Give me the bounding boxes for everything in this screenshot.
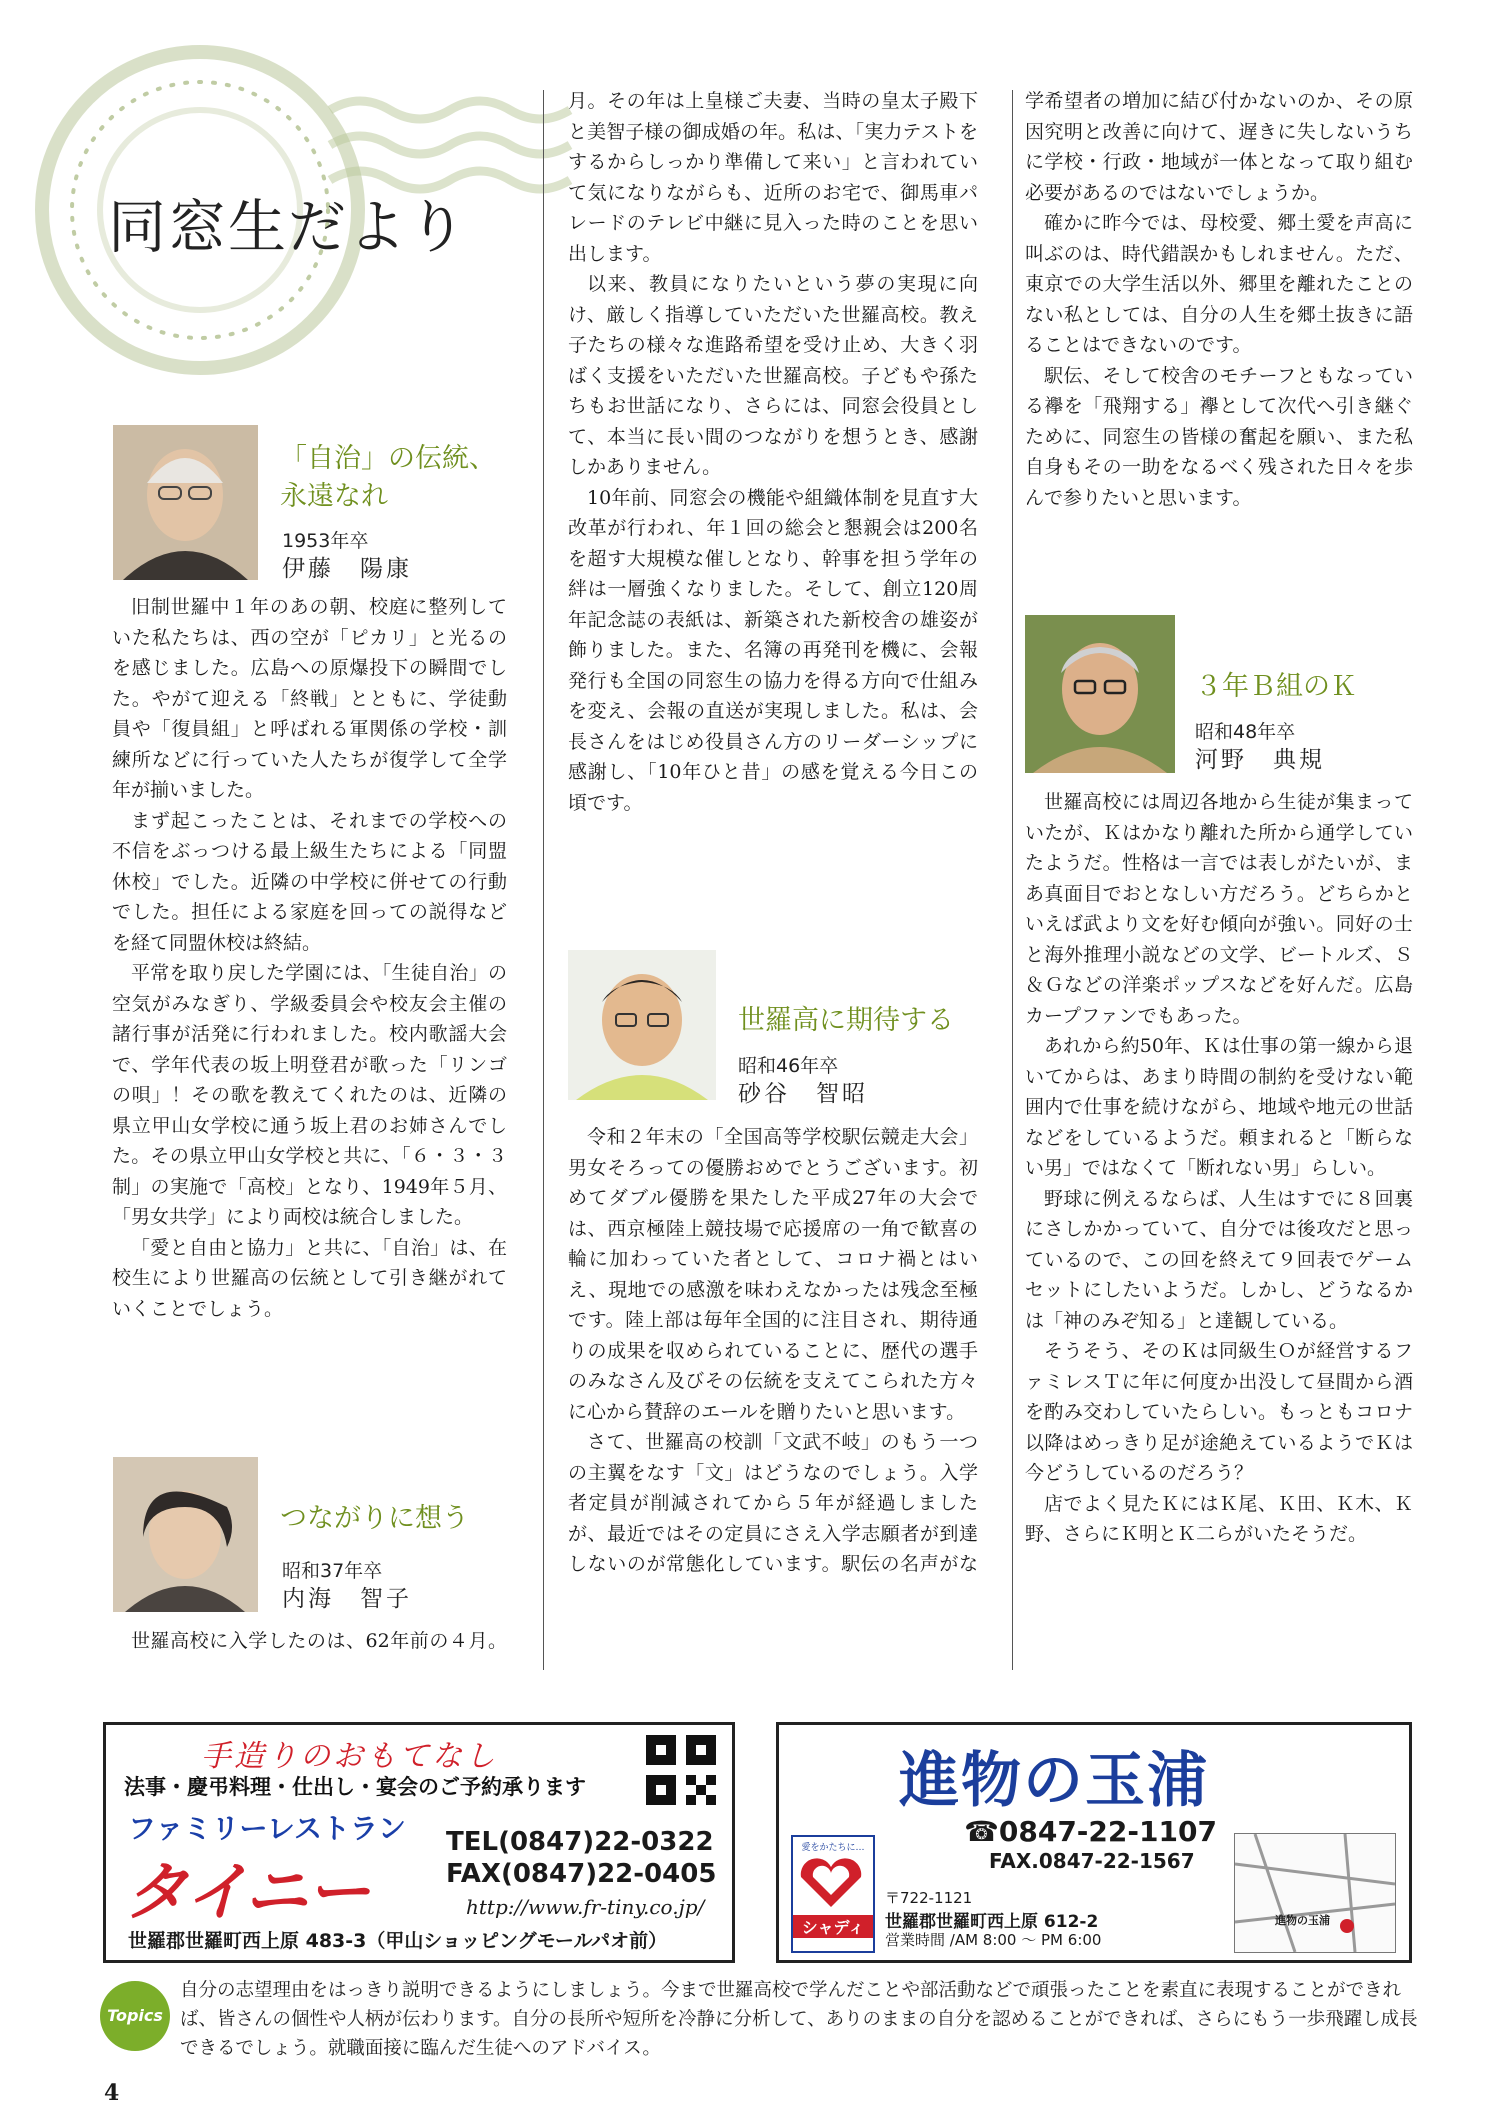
shaddy-logo	[791, 1835, 875, 1953]
author-name: 内海 智子	[282, 1586, 412, 1612]
heart-icon	[793, 1853, 869, 1911]
portrait-photo-kono	[1025, 615, 1175, 773]
portrait-photo-utsumi	[113, 1457, 258, 1612]
author-name: 砂谷 智昭	[738, 1081, 868, 1107]
map-store-label: 進物の玉浦	[1275, 1914, 1330, 1927]
ad-tiny-address: 世羅郡世羅町西上原 483-3（甲山ショッピングモールパオ前）	[128, 1930, 668, 1952]
article-body-tsunagari-part1	[112, 1626, 507, 1656]
article-body-kitai-part2: 学希望者の増加に結び付かないのか、その原因究明と改善に向けて、遅きに失しないうちに学校・行政・地域が一体となって取り組む必要があるのではないでしょうか。 確かに昨今では、母校愛、郷土愛を声高に叫ぶのは、時代錯誤かもしれません。ただ、東京での大学生活以外、郷里を離れたことのない私としては、自分の人生を郷土抜きに語ることはできないのです。 駅伝、そして校舎のモチーフともなっている襷を「飛翔する」襷として次代へ引き継ぐために、同窓生の皆様の奮起を願い、また私自身もその一助をなるべく残された日々を歩んで参りたいと思います。	[1025, 86, 1413, 513]
ad-tiny-fax: FAX(0847)22-0405	[446, 1859, 717, 1889]
ad-tiny-category: ファミリーレストラン	[128, 1812, 407, 1845]
access-map	[1234, 1833, 1396, 1953]
ad-tiny-logo: タイニー	[124, 1856, 369, 1930]
topics-text: 自分の志望理由をはっきり説明できるようにしましょう。今まで世羅高校で学んだことや部活動などで頑張ったことを素直に表現することができれば、皆さんの個性や人柄が伝わります。自分の長所や短所を冷静に分析して、ありのままの自分を認めることができれば、さらにもう一歩飛躍し成長できるでしょう。就職面接に臨んだ生徒へのアドバイス。	[180, 1980, 1418, 2059]
author-meta-utsumi	[282, 1557, 412, 1613]
ad-tiny-services: 法事・慶弔料理・仕出し・宴会のご予約承ります	[124, 1774, 586, 1799]
ad-tiny-tagline: 手造りのおもてなし	[201, 1739, 498, 1774]
article-body-kumi: 世羅高校には周辺各地から生徒が集まっていたが、Ｋはかなり離れた所から通学していたようだ。性格は一言では表しがたいが、まあ真面目でおとなしい方だろう。どちらかといえば武より文を好む傾向が強い。同好の士と海外推理小説などの文学、ビートルズ、Ｓ＆Ｇなどの洋楽ポップスなどを好んだ。広島カープファンでもあった。 あれから約50年、Ｋは仕事の第一線から退いてからは、あまり時間の制約を受けない範囲内で仕事を続けながら、地域や地元の世話などをしているようだ。頼まれると「断らない男」ではなくて「断れない男」らしい。 野球に例えるならば、人生はすでに８回裏にさしかかっていて、自分では後攻だと思っているので、この回を終えて９回表でゲームセットにしたいようだ。しかし、どうなるかは「神のみぞ知る」と達観している。 そうそう、そのＫは同級生Ｏが経営するファミレスＴに年に何度か出没して昼間から酒を酌み交わしていたらしい。もっともコロナ以降はめっきり足が途絶えているようでＫは今どうしているのだろう？ 店でよく見たＫにはＫ尾、Ｋ田、Ｋ木、Ｋ野、さらにＫ明とＫ二らがいたそうだ。	[1025, 791, 1413, 1545]
ad-tamaura-fax: FAX.0847-22-1567	[989, 1849, 1195, 1873]
ad-tiny-url[interactable]: http://www.fr-tiny.co.jp/	[466, 1895, 705, 1919]
author-meta-kono	[1195, 718, 1325, 774]
ad-shinmotsu-tamaura	[776, 1722, 1412, 1963]
author-name: 河野 典規	[1195, 747, 1325, 773]
graduation-year: 昭和46年卒	[738, 1055, 839, 1077]
article-heading-kumi: ３年Ｂ組のＫ	[1195, 671, 1357, 702]
author-name: 伊藤 陽康	[282, 556, 412, 582]
portrait-photo-ito	[113, 425, 258, 580]
article-body-kitai-paragraph-2-continued: 学希望者の増加に結び付かないのか、その原因究明と改善に向けて、遅きに失しないうちに学校・行政・地域が一体となって取り組む必要があるのではないでしょうか。	[1025, 90, 1413, 204]
graduation-year: 昭和48年卒	[1195, 721, 1296, 743]
shaddy-logo-brand: シャディ	[793, 1915, 873, 1938]
shaddy-logo-tagline: 愛をかたちに…	[801, 1843, 865, 1853]
graduation-year: 昭和37年卒	[282, 1560, 383, 1582]
article-body-jichi: 旧制世羅中１年のあの朝、校庭に整列していた私たちは、西の空が「ピカリ」と光るのを感じました。広島への原爆投下の瞬間でした。やがて迎える「終戦」とともに、学徒動員や「復員組」と呼ばれる軍関係の学校・訓練所などに行っていた人たちが復学して全学年が揃いました。 まず起こったことは、それまでの学校への不信をぶっつける最上級生たちによる「同盟休校」でした。近隣の中学校に併せての行動でした。担任による家庭を回っての説得などを経て同盟休校は終結。 平常を取り戻した学園には、「生徒自治」の空気がみなぎり、学級委員会や校友会主催の諸行事が活発に行われました。校内歌謡大会で、学年代表の坂上明登君が歌った「リンゴの唄」！その歌を教えてくれたのは、近隣の県立甲山女学校に通う坂上君のお姉さんでした。その県立甲山女学校と共に、「６・３・３制」の実施で「高校」となり、1949年５月、「男女共学」により両校は統合しました。 「愛と自由と協力」と共に、「自治」は、在校生により世羅高の伝統として引き継がれていくことでしょう。	[112, 596, 507, 1320]
author-meta-sunatani	[738, 1052, 868, 1108]
graduation-year: 1953年卒	[282, 530, 369, 552]
ad-tiny-tel: TEL(0847)22-0322	[446, 1827, 714, 1857]
ad-family-restaurant-tiny	[103, 1722, 735, 1963]
author-meta-ito	[282, 527, 412, 583]
column-divider	[1012, 90, 1013, 1670]
article-body-tsunagari-paragraph-1-continued: 月。その年は上皇様ご夫妻、当時の皇太子殿下と美智子様の御成婚の年。私は、「実力テストをするからしっかり準備して来い」と言われていて気になりながらも、近所のお宅で、御馬車パレードのテレビ中継に見入った時のことを思い出します。	[568, 90, 978, 265]
page-number: 4	[104, 2080, 120, 2106]
article-body-tsunagari-paragraph-1: 世羅高校に入学したのは、62年前の４月。	[131, 1630, 507, 1652]
article-heading-tsunagari: つながりに想う	[280, 1503, 469, 1534]
page-title: 同窓生だより	[108, 193, 469, 261]
ad-tamaura-hours: 営業時間 /AM 8:00 〜 PM 6:00	[885, 1931, 1102, 1949]
ad-tamaura-tel: ☎0847-22-1107	[964, 1815, 1217, 1848]
qr-code-icon[interactable]	[646, 1735, 716, 1805]
ad-tamaura-name: 進物の玉浦	[899, 1746, 1209, 1816]
article-heading-jichi: 「自治」の伝統、 永遠なれ	[280, 443, 496, 512]
article-body-kitai-part1: 令和２年末の「全国高等学校駅伝競走大会」男女そろっての優勝おめでとうございます。初めてダブル優勝を果たした平成27年の大会では、西京極陸上競技場で応援席の一角で歓喜の輪に加わっていた者として、コロナ禍とはいえ、現地での感激を味わえなかったは残念至極です。陸上部は毎年全国的に注目され、期待通りの成果を収められていることに、歴代の選手のみなさん及びその伝統を支えてこられた方々に心から賛辞のエールを贈りたいと思います。 さて、世羅高の校訓「文武不岐」のもう一つの主翼をなす「文」はどうなのでしょう。入学者定員が削減されてから５年が経過しましたが、最近ではその定員にさえ入学志願者が到達しないのが常態化しています。駅伝の名声がな	[568, 1126, 978, 1575]
portrait-photo-sunatani	[568, 950, 716, 1100]
article-body-tsunagari-part2: 月。その年は上皇様ご夫妻、当時の皇太子殿下と美智子様の御成婚の年。私は、「実力テストをするからしっかり準備して来い」と言われていて気になりながらも、近所のお宅で、御馬車パレードのテレビ中継に見入った時のことを思い出します。 以来、教員になりたいという夢の実現に向け、厳しく指導していただいた世羅高校。教え子たちの様々な進路希望を受け止め、大きく羽ばく支援をいただいた世羅高校。子どもや孫たちもお世話になり、さらには、同窓会役員として、本当に長い間のつながりを想うとき、感謝しかありません。 10年前、同窓会の機能や組織体制を見直す大改革が行われ、年１回の総会と懇親会は200名を超す大規模な催しとなり、幹事を担う学年の絆は一層強くなりました。そして、創立120周年記念誌の表紙は、新築された新校舎の雄姿が飾りました。また、名簿の再発刊を機に、会報発行も全国の同窓生の協力を得る方向で仕組みを変え、会報の直送が実現しました。私は、会長さんをはじめ役員さん方のリーダーシップに感謝し、「10年ひと昔」の感を覚える今日この頃です。	[568, 86, 978, 818]
article-heading-kitai: 世羅高に期待する	[738, 1005, 954, 1036]
topics-badge: Topics	[100, 1981, 170, 2051]
column-divider	[543, 90, 544, 1670]
ad-tamaura-address: 世羅郡世羅町西上原 612-2	[885, 1912, 1099, 1932]
ad-tamaura-postal: 〒722-1121	[885, 1889, 973, 1907]
